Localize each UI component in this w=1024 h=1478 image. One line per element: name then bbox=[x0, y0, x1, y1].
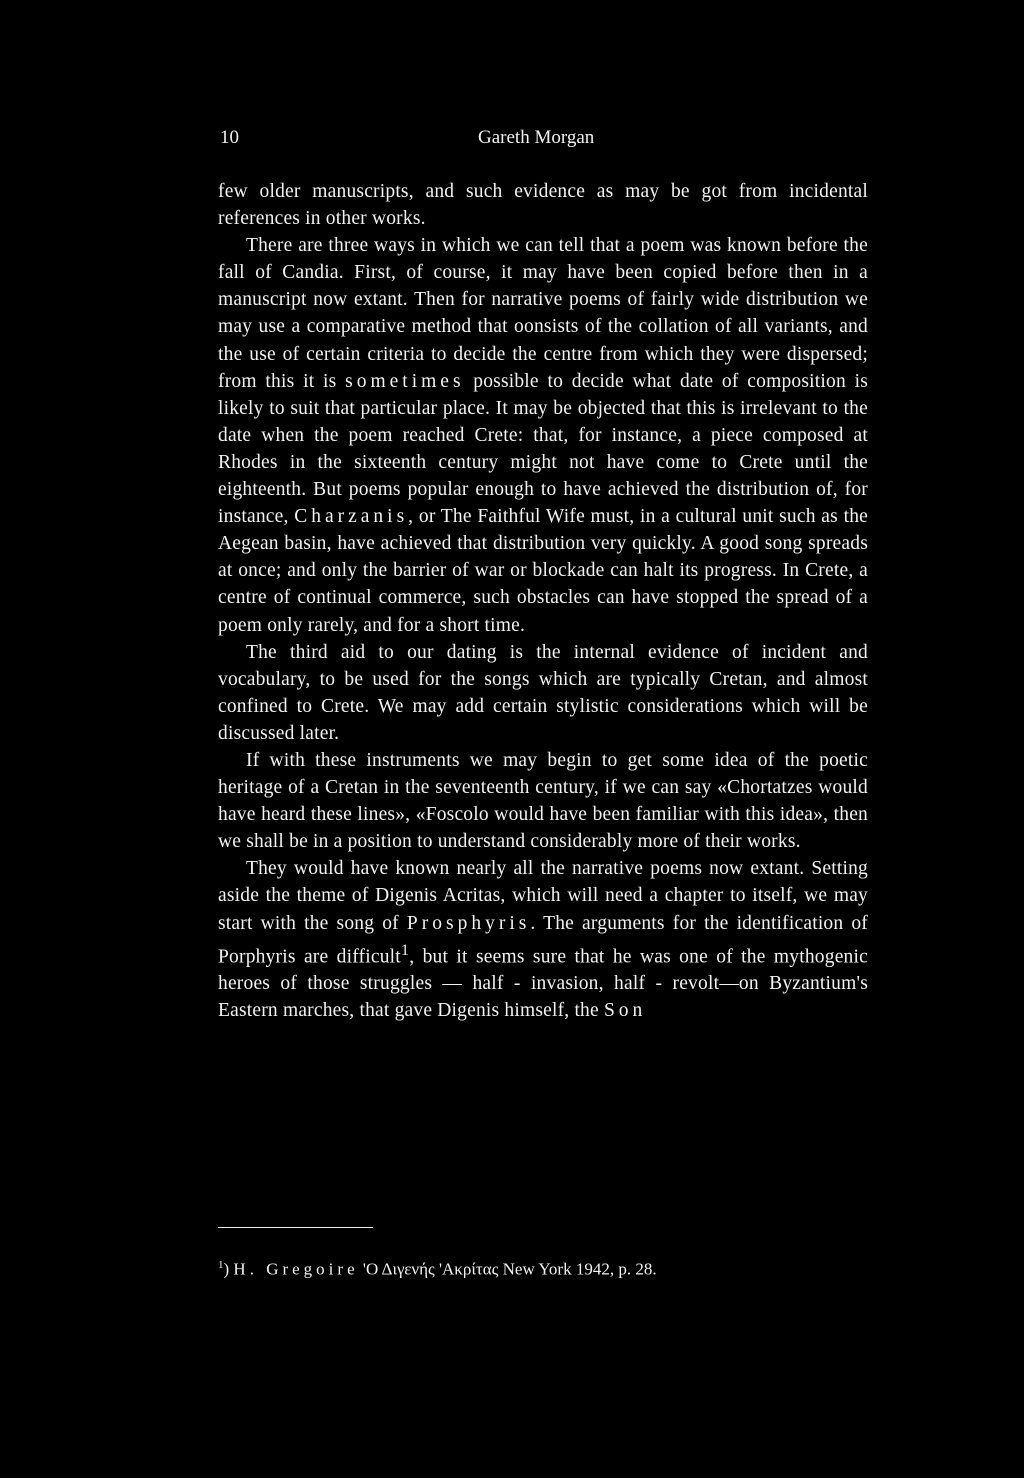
running-title: Gareth Morgan bbox=[478, 127, 595, 148]
paragraph-5-text-c: , but it seems sure that he was one of the mythogenic heroes of those struggles — half - invasion, half - revolt—on Byzantium's Eastern marches, that gave Digenis himself, the bbox=[218, 946, 868, 1022]
paragraph-1-text: few older manuscripts, and such evidence as may be got from incidental references in other works. bbox=[218, 181, 868, 230]
footnote-divider bbox=[218, 1227, 373, 1228]
spaced-word-son: Son bbox=[603, 1000, 647, 1022]
spaced-word-charzanis: Charzanis bbox=[294, 506, 409, 528]
paragraph-3-text: The third aid to our dating is the internal evidence of incident and vocabulary, to be used for the songs which are typically Cretan, and almost confined to Crete. We may add certain stylistic considerations which will be discussed later. bbox=[218, 641, 868, 744]
spaced-word-prosphyris: Prosphyris bbox=[406, 912, 531, 934]
paragraph-1 bbox=[218, 178, 868, 232]
running-head bbox=[220, 127, 870, 155]
paragraph-2 bbox=[218, 232, 868, 638]
paragraph-2-text-c: , or The Faithful Wife must, in a cultural unit such as the Aegean basin, have achieved that distribution very quickly. A good song spreads at once; and only the barrier of war or blockade can halt its progress. In Crete, a centre of continual commerce, such obstacles can have stopped the spread of a poem only rarely, and for a short time. bbox=[218, 506, 868, 636]
footnote-author: H. Gregoire bbox=[233, 1259, 359, 1279]
spaced-word-sometimes: sometimes bbox=[345, 370, 465, 392]
paragraph-5-text-b: . The arguments for the identification of Porphyris are difficult bbox=[218, 912, 869, 968]
paragraph-4-text: If with these instruments we may begin to get some idea of the poetic heritage of a Cretan in the seventeenth century, if we can say «Chortatzes would have heard these lines», «Foscolo would have been familiar with this idea», then we shall be in a position to understand considerably more of their works. bbox=[218, 749, 868, 853]
body-text bbox=[218, 178, 868, 1024]
paragraph-5-text-a: They would have known nearly all the narrative poems now extant. Setting aside the theme of Digenis Acritas, which will need a chapter to itself, we may start with the song of bbox=[218, 858, 868, 934]
paragraph-4 bbox=[218, 747, 868, 855]
paragraph-2-text-b: possible to decide what date of composition is likely to suit that particular place. It may be objected that this is irrelevant to the date when the poem reached Crete: that, for instance, a piece composed at Rhodes in the sixteenth century might not have come to Crete until the eighteenth. But poems popular enough to have achieved the distribution of, for instance, bbox=[218, 370, 868, 528]
footnote-citation: New York 1942, p. 28. bbox=[498, 1259, 657, 1279]
footnote: $^1$) H. Gregoire 'Ο Διγενής 'Ακρίτας New York 1942, p. 28. bbox=[218, 1259, 657, 1279]
footnote-marker: 1 bbox=[218, 1259, 224, 1271]
page-number: 10 bbox=[220, 127, 239, 148]
paragraph-5 bbox=[218, 855, 868, 1024]
footnote-reference[interactable]: 1 bbox=[400, 940, 410, 959]
paragraph-2-text-a: There are three ways in which we can tell that a poem was known before the fall of Candia. First, of course, it may have been copied before then in a manuscript now extant. Then for narrative poems of fairly wide distribution we may use a comparative method that oonsists of the collation of all variants, and the use of certain criteria to decide the centre from which they were dispersed; from this it is bbox=[218, 235, 868, 392]
paragraph-3 bbox=[218, 639, 868, 747]
footnote-title: 'Ο Διγενής 'Ακρίτας bbox=[362, 1259, 499, 1279]
